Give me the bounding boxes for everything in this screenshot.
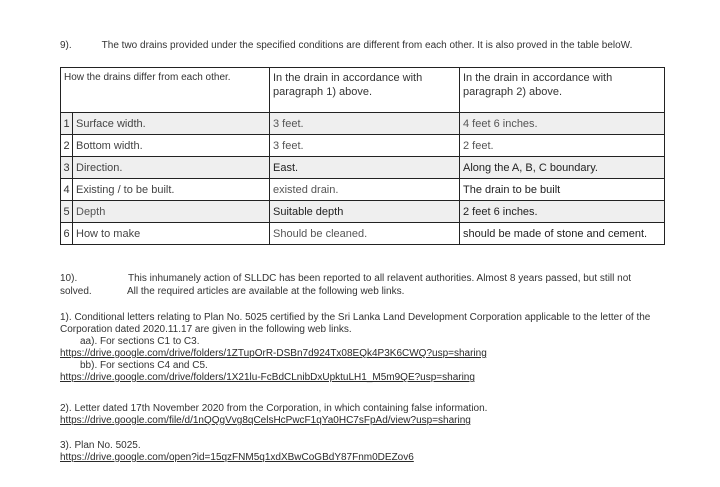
reference-1-aa: aa). For sections C1 to C3. [80,336,200,347]
paragraph-10-number: 10). [60,273,78,284]
row-aspect: Surface width. [73,113,270,135]
paragraph-10-word: solved. [60,286,92,297]
row-number: 3 [61,157,73,179]
row-number: 6 [61,223,73,245]
header-aspect: How the drains differ from each other. [61,68,270,113]
row-drain-1: existed drain. [270,179,460,201]
header-drain-2: In the drain in accordance with paragraph 2) above. [460,68,665,113]
reference-2-link[interactable]: https://drive.google.com/file/d/1nQQgVvg8qCelsHcPwcF1qYa0HC7sFpAd/view?usp=sharing [60,415,471,426]
row-number: 4 [61,179,73,201]
row-drain-2: 2 feet 6 inches. [460,201,665,223]
row-number: 1 [61,113,73,135]
row-aspect: Bottom width. [73,135,270,157]
row-drain-2: 2 feet. [460,135,665,157]
paragraph-9 [60,40,632,51]
table-row [61,223,665,245]
drain-comparison-table [60,67,665,245]
row-number: 2 [61,135,73,157]
row-number: 5 [61,201,73,223]
reference-1-text: 1). Conditional letters relating to Plan No. 5025 certified by the Sri Lanka Land Development Corporation applicable to the letter of the Corporation dated 2020.11.17 are given in the following web links. [60,312,651,335]
table-header-row [61,68,665,113]
row-aspect: Direction. [73,157,270,179]
row-aspect: How to make [73,223,270,245]
row-drain-2: should be made of stone and cement. [460,223,665,245]
row-drain-2: Along the A, B, C boundary. [460,157,665,179]
row-drain-1: East. [270,157,460,179]
table-row [61,113,665,135]
paragraph-10-text-2: All the required articles are available at the following web links. [127,286,405,297]
row-aspect: Depth [73,201,270,223]
reference-3-text: 3). Plan No. 5025. [60,440,141,451]
reference-2-text: 2). Letter dated 17th November 2020 from the Corporation, in which containing false information. [60,403,488,414]
row-drain-1: 3 feet. [270,135,460,157]
paragraph-10-text-1: This inhumanely action of SLLDC has been reported to all relavent authorities. Almost 8 years passed, but still not [128,273,632,284]
table-row [61,201,665,223]
row-drain-2: The drain to be built [460,179,665,201]
row-aspect: Existing / to be built. [73,179,270,201]
reference-2 [60,403,685,427]
reference-3-link[interactable]: https://drive.google.com/open?id=15qzFNM5q1xdXBwCoGBdY87Fnm0DEZov6 [60,452,414,463]
table-row [61,135,665,157]
reference-1-bb: bb). For sections C4 and C5. [80,360,208,371]
table-row [61,157,665,179]
paragraph-9-number: 9). [60,40,72,51]
row-drain-1: 3 feet. [270,113,460,135]
paragraph-10 [60,272,685,298]
row-drain-1: Suitable depth [270,201,460,223]
paragraph-9-text: The two drains provided under the specified conditions are different from each other. It is also proved in the table beloW. [101,40,633,51]
header-drain-1: In the drain in accordance with paragraph 1) above. [270,68,460,113]
row-drain-1: Should be cleaned. [270,223,460,245]
reference-1 [60,312,685,384]
row-drain-2: 4 feet 6 inches. [460,113,665,135]
table-row [61,179,665,201]
reference-1-aa-link[interactable]: https://drive.google.com/drive/folders/1ZTupOrR-DSBn7d924Tx08EQk4P3K6CWQ?usp=sharing [60,348,487,359]
reference-3 [60,440,685,464]
reference-1-bb-link[interactable]: https://drive.google.com/drive/folders/1X21lu-FcBdCLnibDxUpktuLH1_M5m9QE?usp=sharing [60,372,475,383]
